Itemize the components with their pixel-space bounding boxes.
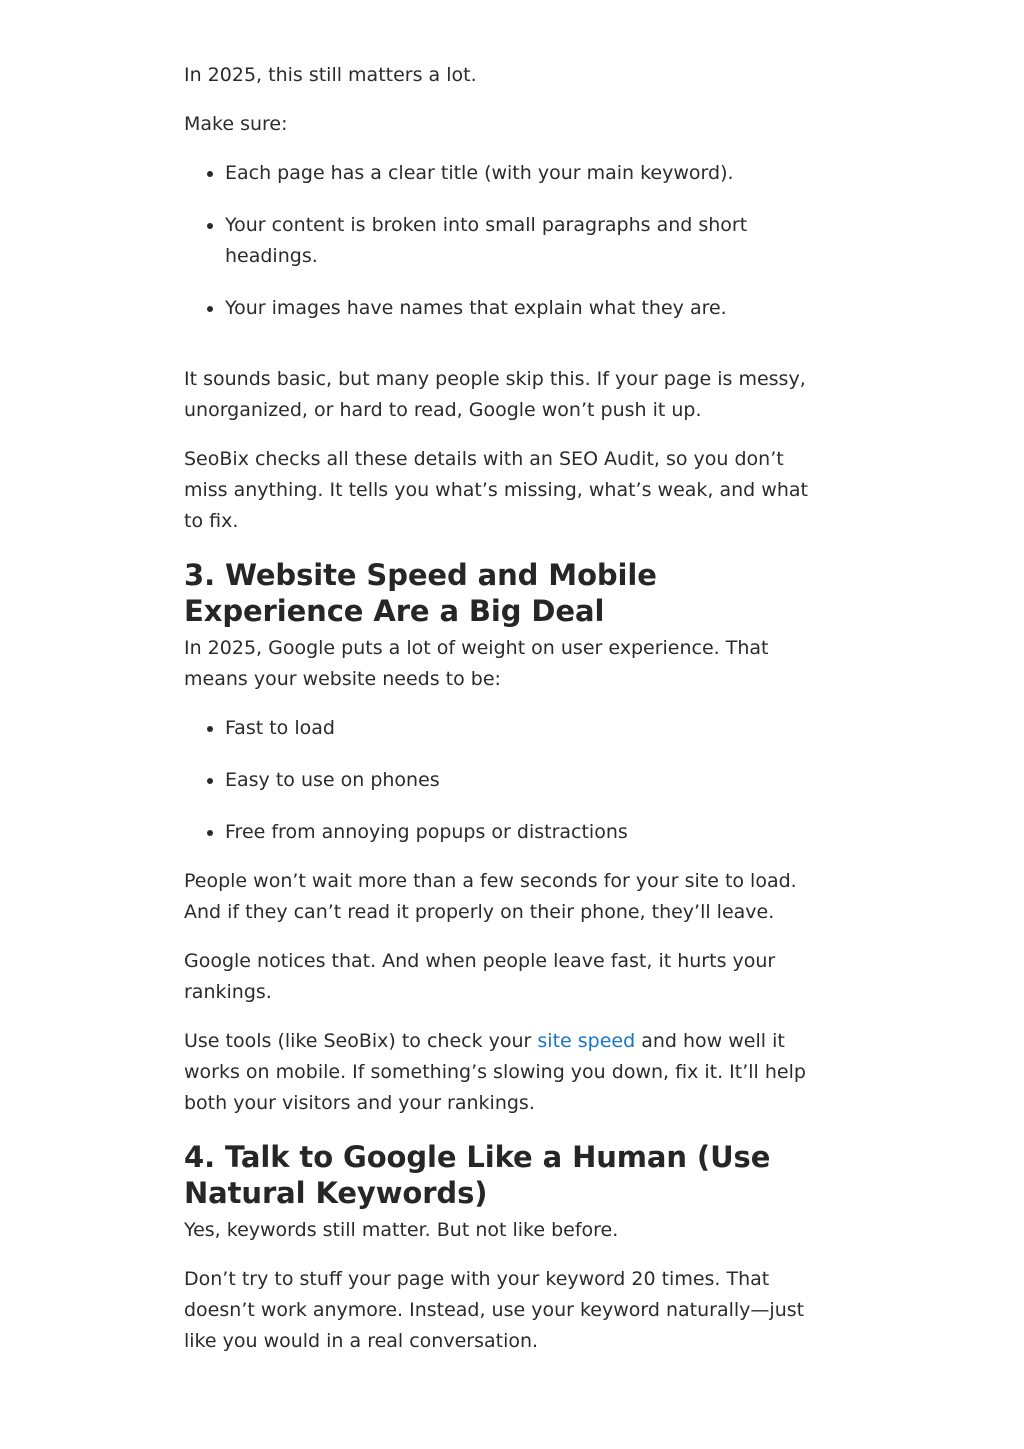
load-time-paragraph: People won’t wait more than a few seconds for your site to load. And if they can’t read it properly on their phone, they’ll leave.: [184, 870, 797, 923]
tools-paragraph: [184, 1026, 816, 1119]
stuffing-paragraph: Don’t try to stuff your page with your keyword 20 times. That doesn’t work anymore. Instead, use your keyword naturally—just like you would in a real conversation.: [184, 1268, 805, 1352]
basic-paragraph: It sounds basic, but many people skip this. If your page is messy, unorganized, or hard to read, Google won’t push it up.: [184, 368, 806, 421]
section-3-heading: 3. Website Speed and Mobile Experience Are a Big Deal: [184, 558, 657, 628]
site-speed-link[interactable]: site speed: [537, 1030, 636, 1052]
article-body: [184, 60, 816, 1375]
intro-paragraph: In 2025, this still matters a lot.: [184, 64, 477, 86]
tools-text-after: and how well it works on mobile. If something’s slowing you down, fix it. It’ll help both your visitors and your rankings.: [184, 1030, 806, 1114]
rankings-paragraph: Google notices that. And when people leave fast, it hurts your rankings.: [184, 950, 776, 1003]
keywords-paragraph: Yes, keywords still matter. But not like before.: [184, 1219, 619, 1241]
section-4-heading: 4. Talk to Google Like a Human (Use Natural Keywords): [184, 1140, 771, 1210]
requirements-list: [184, 713, 816, 848]
list-item: • Each page has a clear title (with your main keyword).: [225, 158, 816, 189]
list-item: • Your images have names that explain what they are.: [225, 293, 816, 324]
checklist: [184, 158, 816, 324]
user-experience-paragraph: In 2025, Google puts a lot of weight on user experience. That means your website needs to be:: [184, 637, 769, 690]
seo-audit-paragraph: SeoBix checks all these details with an SEO Audit, so you don’t miss anything. It tells you what’s missing, what’s weak, and what to fix.: [184, 448, 808, 532]
make-sure-paragraph: Make sure:: [184, 113, 288, 135]
tools-text-before: Use tools (like SeoBix) to check your: [184, 1030, 538, 1052]
list-item: • Easy to use on phones: [225, 765, 816, 796]
list-item: • Your content is broken into small paragraphs and short headings.: [225, 210, 816, 272]
list-item: • Free from annoying popups or distractions: [225, 817, 816, 848]
list-item: • Fast to load: [225, 713, 816, 744]
